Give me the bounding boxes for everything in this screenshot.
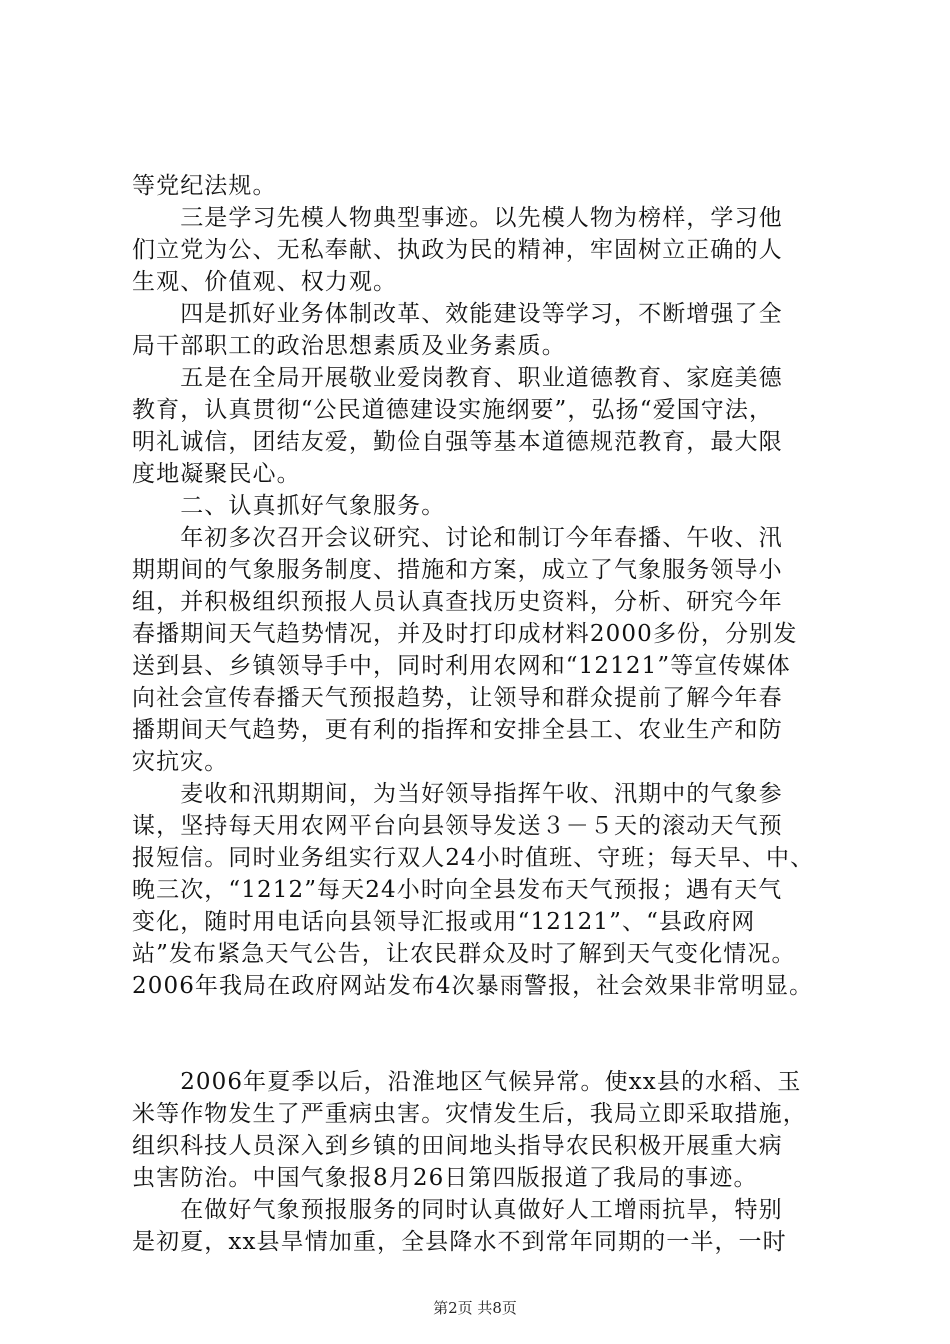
text-line: 虫害防治。中国气象报8月26日第四版报道了我局的事迹。 [132,1165,758,1191]
text-line: 四是抓好业务体制改革、效能建设等学习，不断增强了全 [132,301,783,327]
text-line: 生观、价值观、权力观。 [132,269,398,295]
text-part-2 [132,1066,832,1258]
text-line: 灾抗灾。 [132,749,229,775]
text-line: 向社会宣传春播天气预报趋势，让领导和群众提前了解今年春 [132,685,783,711]
text-line: 晚三次，“1212”每天24小时向全县发布天气预报；遇有天气 [132,877,783,903]
text-line: 在做好气象预报服务的同时认真做好人工增雨抗旱，特别 [132,1197,783,1223]
text-line: 2006年我局在政府网站发布4次暴雨警报，社会效果非常明显。 [132,973,814,999]
text-line: 教育，认真贯彻“公民道德建设实施纲要”，弘扬“爱国守法， [132,397,774,423]
page-footer: 第2页 共8页 [433,1299,517,1317]
text-line: 五是在全局开展敬业爱岗教育、职业道德教育、家庭美德 [132,365,783,391]
text-line: 度地凝聚民心。 [132,461,301,487]
text-line: 组，并积极组织预报人员认真查找历史资料，分析、研究今年 [132,589,783,615]
text-line: 春播期间天气趋势情况，并及时打印成材料2000多份，分别发 [132,621,798,647]
text-line: 等党纪法规。 [132,173,277,199]
body-text [132,170,832,1258]
text-line: 三是学习先模人物典型事迹。以先模人物为榜样，学习他 [132,205,783,231]
text-line: 变化，随时用电话向县领导汇报或用“12121”、“县政府网 [132,909,756,935]
text-line: 组织科技人员深入到乡镇的田间地头指导农民积极开展重大病 [132,1133,783,1159]
text-line: 站”发布紧急天气公告，让农民群众及时了解到天气变化情况。 [132,941,796,967]
text-line: 报短信。同时业务组实行双人24小时值班、守班；每天早、中、 [132,845,815,871]
paragraph-gap [132,1002,832,1066]
text-line: 播期间天气趋势，更有利的指挥和安排全县工、农业生产和防 [132,717,783,743]
text-line: 谋，坚持每天用农网平台向县领导发送３－５天的滚动天气预 [132,813,783,839]
text-line: 明礼诚信，团结友爱，勤俭自强等基本道德规范教育，最大限 [132,429,783,455]
text-line: 期期间的气象服务制度、措施和方案，成立了气象服务领导小 [132,557,783,583]
text-line: 局干部职工的政治思想素质及业务素质。 [132,333,566,359]
text-line: 年初多次召开会议研究、讨论和制订今年春播、午收、汛 [132,525,783,551]
text-line: 送到县、乡镇领导手中，同时利用农网和“12121”等宣传媒体 [132,653,791,679]
text-line: 们立党为公、无私奉献、执政为民的精神，牢固树立正确的人 [132,237,783,263]
text-line: 2006年夏季以后，沿淮地区气候异常。使xx县的水稻、玉 [132,1069,802,1095]
text-line: 麦收和汛期期间，为当好领导指挥午收、汛期中的气象参 [132,781,783,807]
text-line: 米等作物发生了严重病虫害。灾情发生后，我局立即采取措施， [132,1101,807,1127]
text-part-1 [132,170,832,1002]
text-line: 二、认真抓好气象服务。 [132,493,446,519]
text-line: 是初夏，xx县旱情加重，全县降水不到常年同期的一半，一时 [132,1229,787,1255]
